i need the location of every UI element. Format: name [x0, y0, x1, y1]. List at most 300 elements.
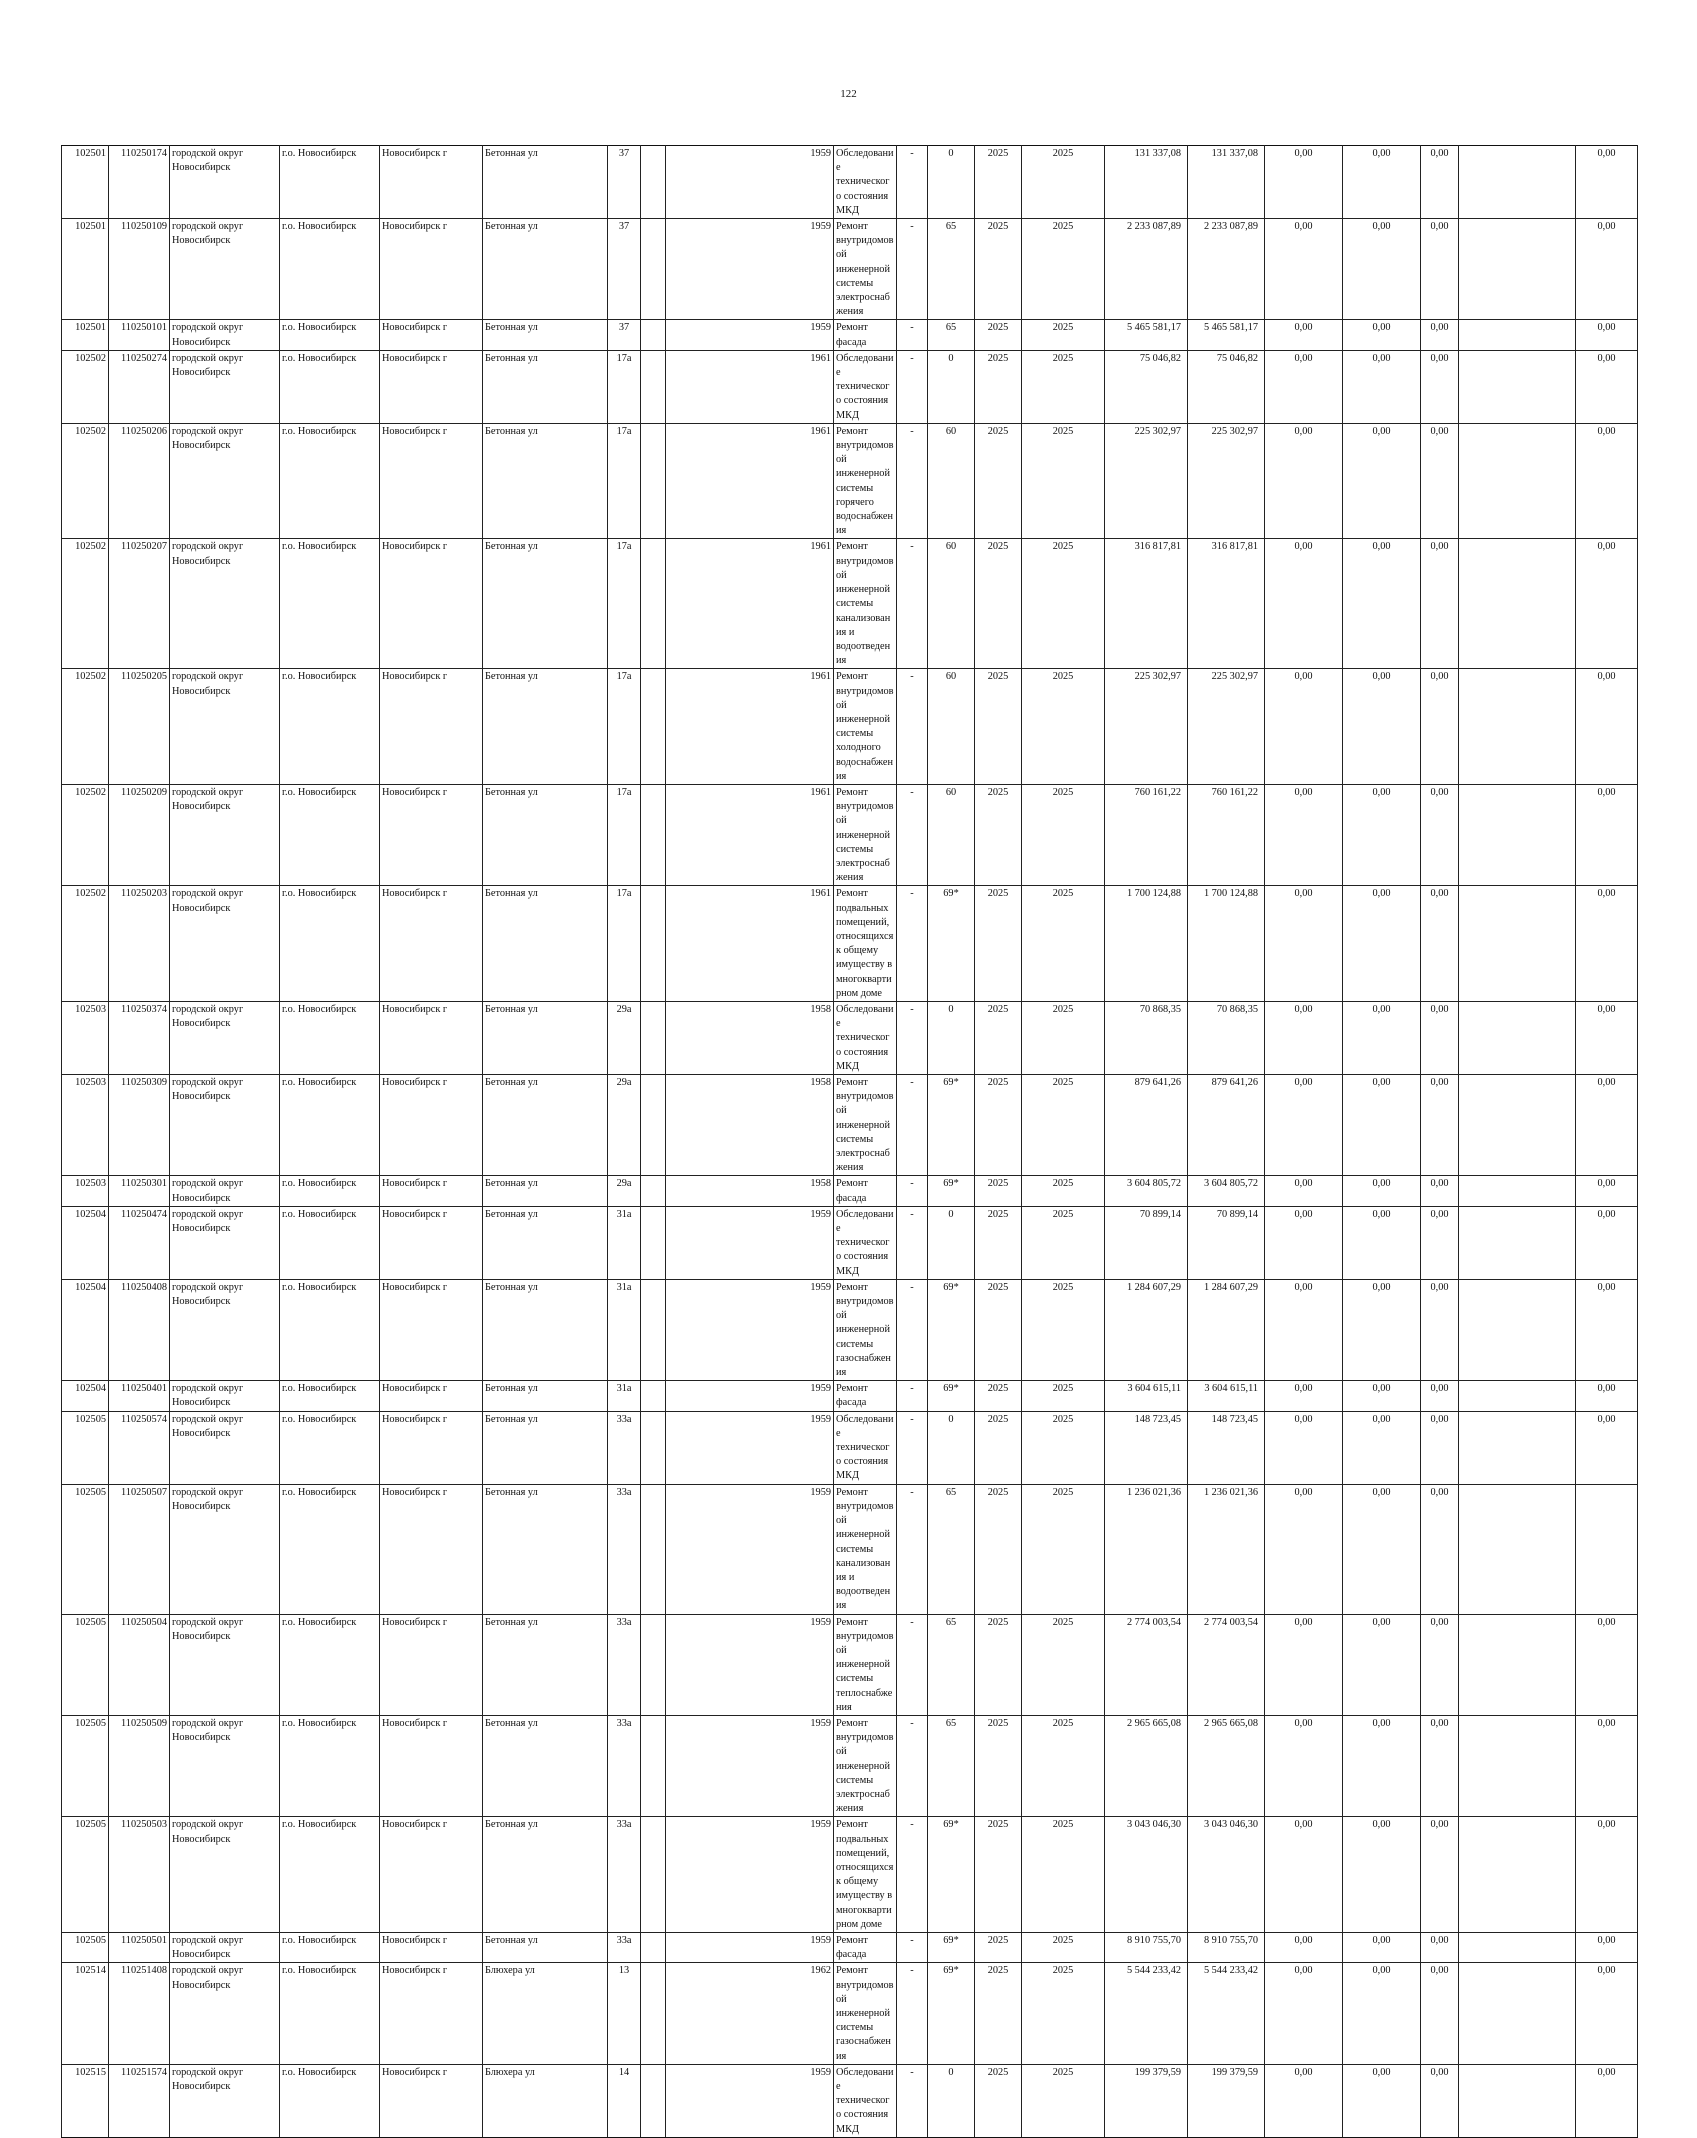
cell-object-number: 102503: [62, 1176, 109, 1206]
cell-work-code: 110250501: [109, 1932, 170, 1962]
cell-fund-cost: 2 965 665,08: [1188, 1715, 1265, 1816]
cell-amount-e: 0,00: [1576, 1176, 1638, 1206]
cell-wear: 0: [928, 350, 975, 423]
cell-amount-a: 0,00: [1265, 1484, 1343, 1614]
cell-build-year: 1962: [666, 1963, 834, 2064]
cell-object-number: 102505: [62, 1817, 109, 1933]
cell-work-code: 110250503: [109, 1817, 170, 1933]
cell-start-year: 2025: [975, 1176, 1022, 1206]
cell-amount-b: 0,00: [1343, 423, 1421, 539]
cell-house: 17а: [608, 784, 641, 885]
cell-district: городской округ Новосибирск: [170, 1075, 280, 1176]
cell-amount-c: 0,00: [1421, 1279, 1459, 1380]
cell-amount-b: 0,00: [1343, 1381, 1421, 1411]
cell-work-type: Ремонт внутридомовой инженерной системы канализования и водоотведения: [834, 1484, 897, 1614]
cell-blank: [641, 219, 666, 320]
cell-amount-a: 0,00: [1265, 1715, 1343, 1816]
cell-municipality: г.о. Новосибирск: [280, 1381, 380, 1411]
cell-fund-cost: 199 379,59: [1188, 2064, 1265, 2137]
cell-district: городской округ Новосибирск: [170, 539, 280, 669]
cell-fund-cost: 70 899,14: [1188, 1206, 1265, 1279]
cell-house: 29а: [608, 1075, 641, 1176]
cell-amount-e: 0,00: [1576, 350, 1638, 423]
cell-end-year: 2025: [1022, 423, 1105, 539]
cell-amount-e: 0,00: [1576, 1614, 1638, 1715]
cell-wear: 65: [928, 320, 975, 350]
cell-amount-c: 0,00: [1421, 1176, 1459, 1206]
cell-street: Бетонная ул: [483, 423, 608, 539]
cell-locality: Новосибирск г: [380, 669, 483, 785]
cell-amount-d: [1459, 1932, 1576, 1962]
cell-build-year: 1959: [666, 1715, 834, 1816]
cell-municipality: г.о. Новосибирск: [280, 1001, 380, 1074]
cell-work-code: 110250504: [109, 1614, 170, 1715]
cell-wear: 69*: [928, 1381, 975, 1411]
cell-end-year: 2025: [1022, 320, 1105, 350]
cell-amount-a: 0,00: [1265, 320, 1343, 350]
cell-amount-b: 0,00: [1343, 2064, 1421, 2137]
cell-amount-d: [1459, 1279, 1576, 1380]
table-row: [62, 1715, 1638, 1816]
cell-build-year: 1959: [666, 2064, 834, 2137]
table-row: [62, 320, 1638, 350]
cell-object-number: 102501: [62, 219, 109, 320]
cell-amount-e: 0,00: [1576, 1817, 1638, 1933]
cell-street: Бетонная ул: [483, 1176, 608, 1206]
cell-wear: 0: [928, 1001, 975, 1074]
cell-amount-e: 0,00: [1576, 146, 1638, 219]
cell-wear: 65: [928, 1614, 975, 1715]
cell-amount-a: 0,00: [1265, 350, 1343, 423]
cell-fund-cost: 5 465 581,17: [1188, 320, 1265, 350]
cell-amount-e: 0,00: [1576, 423, 1638, 539]
cell-district: городской округ Новосибирск: [170, 1381, 280, 1411]
cell-amount-b: 0,00: [1343, 350, 1421, 423]
cell-build-year: 1958: [666, 1176, 834, 1206]
cell-work-code: 110250207: [109, 539, 170, 669]
cell-object-number: 102501: [62, 320, 109, 350]
cell-municipality: г.о. Новосибирск: [280, 219, 380, 320]
cell-municipality: г.о. Новосибирск: [280, 1206, 380, 1279]
cell-work-type: Ремонт внутридомовой инженерной системы канализования и водоотведения: [834, 539, 897, 669]
cell-fund-cost: 225 302,97: [1188, 423, 1265, 539]
cell-end-year: 2025: [1022, 1484, 1105, 1614]
cell-amount-c: 0,00: [1421, 1075, 1459, 1176]
cell-amount-c: 0,00: [1421, 350, 1459, 423]
cell-locality: Новосибирск г: [380, 1715, 483, 1816]
cell-street: Бетонная ул: [483, 1206, 608, 1279]
cell-amount-c: 0,00: [1421, 1614, 1459, 1715]
cell-dash: -: [897, 784, 928, 885]
cell-object-number: 102515: [62, 2064, 109, 2137]
cell-street: Бетонная ул: [483, 1817, 608, 1933]
cell-work-code: 110250203: [109, 886, 170, 1002]
cell-blank: [641, 1075, 666, 1176]
cell-locality: Новосибирск г: [380, 1614, 483, 1715]
table-row: [62, 886, 1638, 1002]
cell-street: Бетонная ул: [483, 1932, 608, 1962]
cell-total-cost: 3 604 805,72: [1105, 1176, 1188, 1206]
cell-end-year: 2025: [1022, 1411, 1105, 1484]
cell-object-number: 102505: [62, 1932, 109, 1962]
cell-build-year: 1959: [666, 1206, 834, 1279]
cell-locality: Новосибирск г: [380, 1817, 483, 1933]
cell-dash: -: [897, 1817, 928, 1933]
cell-amount-a: 0,00: [1265, 1176, 1343, 1206]
cell-start-year: 2025: [975, 320, 1022, 350]
cell-dash: -: [897, 1411, 928, 1484]
cell-amount-c: 0,00: [1421, 539, 1459, 669]
cell-build-year: 1959: [666, 1484, 834, 1614]
cell-locality: Новосибирск г: [380, 1411, 483, 1484]
table-row: [62, 350, 1638, 423]
cell-object-number: 102505: [62, 1715, 109, 1816]
cell-amount-b: 0,00: [1343, 1001, 1421, 1074]
cell-work-type: Ремонт внутридомовой инженерной системы газоснабжения: [834, 1963, 897, 2064]
cell-total-cost: 760 161,22: [1105, 784, 1188, 885]
cell-house: 33а: [608, 1484, 641, 1614]
cell-blank: [641, 1411, 666, 1484]
cell-total-cost: 879 641,26: [1105, 1075, 1188, 1176]
cell-blank: [641, 1614, 666, 1715]
cell-blank: [641, 320, 666, 350]
cell-dash: -: [897, 886, 928, 1002]
cell-amount-c: 0,00: [1421, 1484, 1459, 1614]
cell-work-code: 110250309: [109, 1075, 170, 1176]
cell-amount-d: [1459, 784, 1576, 885]
cell-locality: Новосибирск г: [380, 2064, 483, 2137]
cell-municipality: г.о. Новосибирск: [280, 1279, 380, 1380]
cell-blank: [641, 539, 666, 669]
cell-amount-c: 0,00: [1421, 2064, 1459, 2137]
cell-wear: 0: [928, 1206, 975, 1279]
cell-dash: -: [897, 350, 928, 423]
cell-object-number: 102502: [62, 423, 109, 539]
cell-object-number: 102503: [62, 1001, 109, 1074]
cell-amount-b: 0,00: [1343, 1176, 1421, 1206]
cell-work-type: Ремонт внутридомовой инженерной системы газоснабжения: [834, 1279, 897, 1380]
cell-dash: -: [897, 1963, 928, 2064]
table-body: [62, 146, 1638, 2138]
cell-dash: -: [897, 1001, 928, 1074]
cell-locality: Новосибирск г: [380, 539, 483, 669]
cell-amount-e: 0,00: [1576, 2064, 1638, 2137]
cell-end-year: 2025: [1022, 1715, 1105, 1816]
cell-fund-cost: 70 868,35: [1188, 1001, 1265, 1074]
cell-wear: 0: [928, 146, 975, 219]
cell-total-cost: 225 302,97: [1105, 669, 1188, 785]
cell-street: Блюхера ул: [483, 1963, 608, 2064]
cell-street: Бетонная ул: [483, 146, 608, 219]
cell-district: городской округ Новосибирск: [170, 1715, 280, 1816]
table-row: [62, 1206, 1638, 1279]
cell-amount-e: 0,00: [1576, 320, 1638, 350]
cell-object-number: 102505: [62, 1484, 109, 1614]
table-row: [62, 1001, 1638, 1074]
cell-district: городской округ Новосибирск: [170, 886, 280, 1002]
cell-amount-a: 0,00: [1265, 669, 1343, 785]
cell-blank: [641, 669, 666, 785]
cell-object-number: 102505: [62, 1411, 109, 1484]
cell-house: 13: [608, 1963, 641, 2064]
cell-amount-c: 0,00: [1421, 1817, 1459, 1933]
cell-amount-d: [1459, 320, 1576, 350]
cell-work-type: Ремонт фасада: [834, 320, 897, 350]
cell-locality: Новосибирск г: [380, 219, 483, 320]
cell-total-cost: 1 284 607,29: [1105, 1279, 1188, 1380]
cell-amount-a: 0,00: [1265, 146, 1343, 219]
cell-house: 33а: [608, 1715, 641, 1816]
cell-street: Бетонная ул: [483, 1484, 608, 1614]
cell-build-year: 1959: [666, 1279, 834, 1380]
cell-build-year: 1961: [666, 886, 834, 1002]
cell-start-year: 2025: [975, 1715, 1022, 1816]
cell-amount-d: [1459, 539, 1576, 669]
table-row: [62, 1381, 1638, 1411]
cell-fund-cost: 2 233 087,89: [1188, 219, 1265, 320]
cell-locality: Новосибирск г: [380, 1001, 483, 1074]
cell-municipality: г.о. Новосибирск: [280, 1484, 380, 1614]
cell-wear: 65: [928, 219, 975, 320]
cell-start-year: 2025: [975, 1932, 1022, 1962]
cell-end-year: 2025: [1022, 1206, 1105, 1279]
cell-total-cost: 3 604 615,11: [1105, 1381, 1188, 1411]
cell-amount-c: 0,00: [1421, 886, 1459, 1002]
cell-fund-cost: 760 161,22: [1188, 784, 1265, 885]
cell-amount-d: [1459, 1001, 1576, 1074]
cell-total-cost: 70 899,14: [1105, 1206, 1188, 1279]
cell-amount-e: 0,00: [1576, 1381, 1638, 1411]
table-row: [62, 1411, 1638, 1484]
cell-total-cost: 131 337,08: [1105, 146, 1188, 219]
cell-wear: 0: [928, 2064, 975, 2137]
cell-blank: [641, 1381, 666, 1411]
cell-wear: 69*: [928, 1817, 975, 1933]
cell-start-year: 2025: [975, 146, 1022, 219]
cell-amount-e: 0,00: [1576, 1411, 1638, 1484]
cell-blank: [641, 886, 666, 1002]
cell-street: Бетонная ул: [483, 1001, 608, 1074]
cell-amount-e: 0,00: [1576, 1001, 1638, 1074]
cell-total-cost: 75 046,82: [1105, 350, 1188, 423]
cell-amount-a: 0,00: [1265, 1001, 1343, 1074]
cell-district: городской округ Новосибирск: [170, 1001, 280, 1074]
cell-object-number: 102504: [62, 1206, 109, 1279]
cell-amount-d: [1459, 1715, 1576, 1816]
cell-work-code: 110250401: [109, 1381, 170, 1411]
cell-amount-b: 0,00: [1343, 886, 1421, 1002]
cell-amount-c: 0,00: [1421, 423, 1459, 539]
cell-district: городской округ Новосибирск: [170, 320, 280, 350]
cell-build-year: 1959: [666, 1932, 834, 1962]
cell-wear: 60: [928, 423, 975, 539]
cell-work-code: 110250174: [109, 146, 170, 219]
cell-municipality: г.о. Новосибирск: [280, 2064, 380, 2137]
cell-dash: -: [897, 1614, 928, 1715]
cell-district: городской округ Новосибирск: [170, 146, 280, 219]
cell-amount-c: 0,00: [1421, 146, 1459, 219]
cell-work-code: 110250574: [109, 1411, 170, 1484]
cell-work-type: Ремонт фасада: [834, 1176, 897, 1206]
cell-build-year: 1959: [666, 1817, 834, 1933]
cell-total-cost: 199 379,59: [1105, 2064, 1188, 2137]
cell-fund-cost: 225 302,97: [1188, 669, 1265, 785]
cell-dash: -: [897, 2064, 928, 2137]
cell-amount-e: 0,00: [1576, 1715, 1638, 1816]
cell-district: городской округ Новосибирск: [170, 423, 280, 539]
table-row: [62, 1176, 1638, 1206]
cell-amount-d: [1459, 1817, 1576, 1933]
cell-total-cost: 5 544 233,42: [1105, 1963, 1188, 2064]
table-row: [62, 2064, 1638, 2137]
cell-work-code: 110250109: [109, 219, 170, 320]
table-row: [62, 219, 1638, 320]
cell-total-cost: 2 774 003,54: [1105, 1614, 1188, 1715]
cell-end-year: 2025: [1022, 219, 1105, 320]
cell-blank: [641, 2064, 666, 2137]
cell-amount-c: 0,00: [1421, 320, 1459, 350]
cell-build-year: 1959: [666, 146, 834, 219]
cell-house: 29а: [608, 1001, 641, 1074]
cell-amount-b: 0,00: [1343, 784, 1421, 885]
cell-dash: -: [897, 669, 928, 785]
cell-build-year: 1961: [666, 784, 834, 885]
cell-total-cost: 316 817,81: [1105, 539, 1188, 669]
cell-street: Бетонная ул: [483, 784, 608, 885]
cell-amount-b: 0,00: [1343, 320, 1421, 350]
cell-start-year: 2025: [975, 1484, 1022, 1614]
cell-total-cost: 8 910 755,70: [1105, 1932, 1188, 1962]
cell-amount-d: [1459, 1963, 1576, 2064]
table-row: [62, 1817, 1638, 1933]
cell-wear: 65: [928, 1484, 975, 1614]
cell-wear: 60: [928, 539, 975, 669]
cell-work-type: Обследование технического состояния МКД: [834, 1206, 897, 1279]
cell-end-year: 2025: [1022, 669, 1105, 785]
cell-amount-c: 0,00: [1421, 1715, 1459, 1816]
cell-work-type: Ремонт фасада: [834, 1381, 897, 1411]
capital-repair-table: [61, 145, 1638, 2138]
cell-municipality: г.о. Новосибирск: [280, 669, 380, 785]
cell-start-year: 2025: [975, 1614, 1022, 1715]
cell-amount-a: 0,00: [1265, 784, 1343, 885]
cell-amount-c: 0,00: [1421, 1963, 1459, 2064]
cell-amount-e: 0,00: [1576, 1206, 1638, 1279]
cell-start-year: 2025: [975, 669, 1022, 785]
cell-dash: -: [897, 1176, 928, 1206]
cell-wear: 69*: [928, 1932, 975, 1962]
cell-amount-d: [1459, 1206, 1576, 1279]
cell-amount-a: 0,00: [1265, 1411, 1343, 1484]
cell-build-year: 1959: [666, 1411, 834, 1484]
cell-end-year: 2025: [1022, 2064, 1105, 2137]
cell-amount-d: [1459, 146, 1576, 219]
table-row: [62, 1963, 1638, 2064]
cell-wear: 69*: [928, 1279, 975, 1380]
cell-work-type: Ремонт фасада: [834, 1932, 897, 1962]
cell-dash: -: [897, 1279, 928, 1380]
cell-municipality: г.о. Новосибирск: [280, 1715, 380, 1816]
cell-total-cost: 70 868,35: [1105, 1001, 1188, 1074]
cell-amount-e: 0,00: [1576, 219, 1638, 320]
cell-dash: -: [897, 1932, 928, 1962]
cell-amount-e: 0,00: [1576, 784, 1638, 885]
cell-object-number: 102503: [62, 1075, 109, 1176]
cell-object-number: 102504: [62, 1279, 109, 1380]
cell-fund-cost: 5 544 233,42: [1188, 1963, 1265, 2064]
cell-amount-b: 0,00: [1343, 146, 1421, 219]
cell-build-year: 1961: [666, 350, 834, 423]
cell-amount-b: 0,00: [1343, 1279, 1421, 1380]
cell-house: 17а: [608, 886, 641, 1002]
cell-amount-c: 0,00: [1421, 1381, 1459, 1411]
cell-amount-a: 0,00: [1265, 1075, 1343, 1176]
cell-fund-cost: 1 700 124,88: [1188, 886, 1265, 1002]
cell-work-code: 110250507: [109, 1484, 170, 1614]
cell-object-number: 102504: [62, 1381, 109, 1411]
cell-end-year: 2025: [1022, 1932, 1105, 1962]
cell-dash: -: [897, 146, 928, 219]
cell-work-type: Ремонт внутридомовой инженерной системы холодного водоснабжения: [834, 669, 897, 785]
cell-district: городской округ Новосибирск: [170, 1411, 280, 1484]
cell-locality: Новосибирск г: [380, 350, 483, 423]
cell-amount-a: 0,00: [1265, 1614, 1343, 1715]
cell-district: городской округ Новосибирск: [170, 669, 280, 785]
cell-municipality: г.о. Новосибирск: [280, 320, 380, 350]
cell-end-year: 2025: [1022, 1075, 1105, 1176]
cell-blank: [641, 1932, 666, 1962]
cell-start-year: 2025: [975, 1963, 1022, 2064]
cell-house: 33а: [608, 1614, 641, 1715]
cell-total-cost: 1 236 021,36: [1105, 1484, 1188, 1614]
cell-house: 33а: [608, 1817, 641, 1933]
cell-work-code: 110250301: [109, 1176, 170, 1206]
cell-end-year: 2025: [1022, 784, 1105, 885]
cell-amount-b: 0,00: [1343, 1206, 1421, 1279]
cell-start-year: 2025: [975, 1411, 1022, 1484]
cell-amount-b: 0,00: [1343, 1484, 1421, 1614]
cell-build-year: 1961: [666, 669, 834, 785]
cell-municipality: г.о. Новосибирск: [280, 1817, 380, 1933]
cell-end-year: 2025: [1022, 539, 1105, 669]
cell-dash: -: [897, 423, 928, 539]
cell-work-code: 110250374: [109, 1001, 170, 1074]
cell-object-number: 102502: [62, 539, 109, 669]
cell-house: 31а: [608, 1279, 641, 1380]
cell-fund-cost: 2 774 003,54: [1188, 1614, 1265, 1715]
cell-street: Бетонная ул: [483, 219, 608, 320]
cell-work-code: 110250209: [109, 784, 170, 885]
cell-amount-b: 0,00: [1343, 1411, 1421, 1484]
cell-wear: 69*: [928, 1963, 975, 2064]
cell-house: 17а: [608, 350, 641, 423]
cell-total-cost: 5 465 581,17: [1105, 320, 1188, 350]
page-number: 122: [840, 88, 857, 100]
cell-fund-cost: 1 284 607,29: [1188, 1279, 1265, 1380]
cell-dash: -: [897, 1484, 928, 1614]
cell-municipality: г.о. Новосибирск: [280, 146, 380, 219]
cell-work-code: 110250205: [109, 669, 170, 785]
table-row: [62, 1932, 1638, 1962]
cell-amount-d: [1459, 2064, 1576, 2137]
cell-amount-c: 0,00: [1421, 1206, 1459, 1279]
cell-amount-c: 0,00: [1421, 1001, 1459, 1074]
cell-start-year: 2025: [975, 2064, 1022, 2137]
cell-end-year: 2025: [1022, 1001, 1105, 1074]
cell-municipality: г.о. Новосибирск: [280, 1963, 380, 2064]
cell-fund-cost: 879 641,26: [1188, 1075, 1265, 1176]
cell-street: Бетонная ул: [483, 350, 608, 423]
